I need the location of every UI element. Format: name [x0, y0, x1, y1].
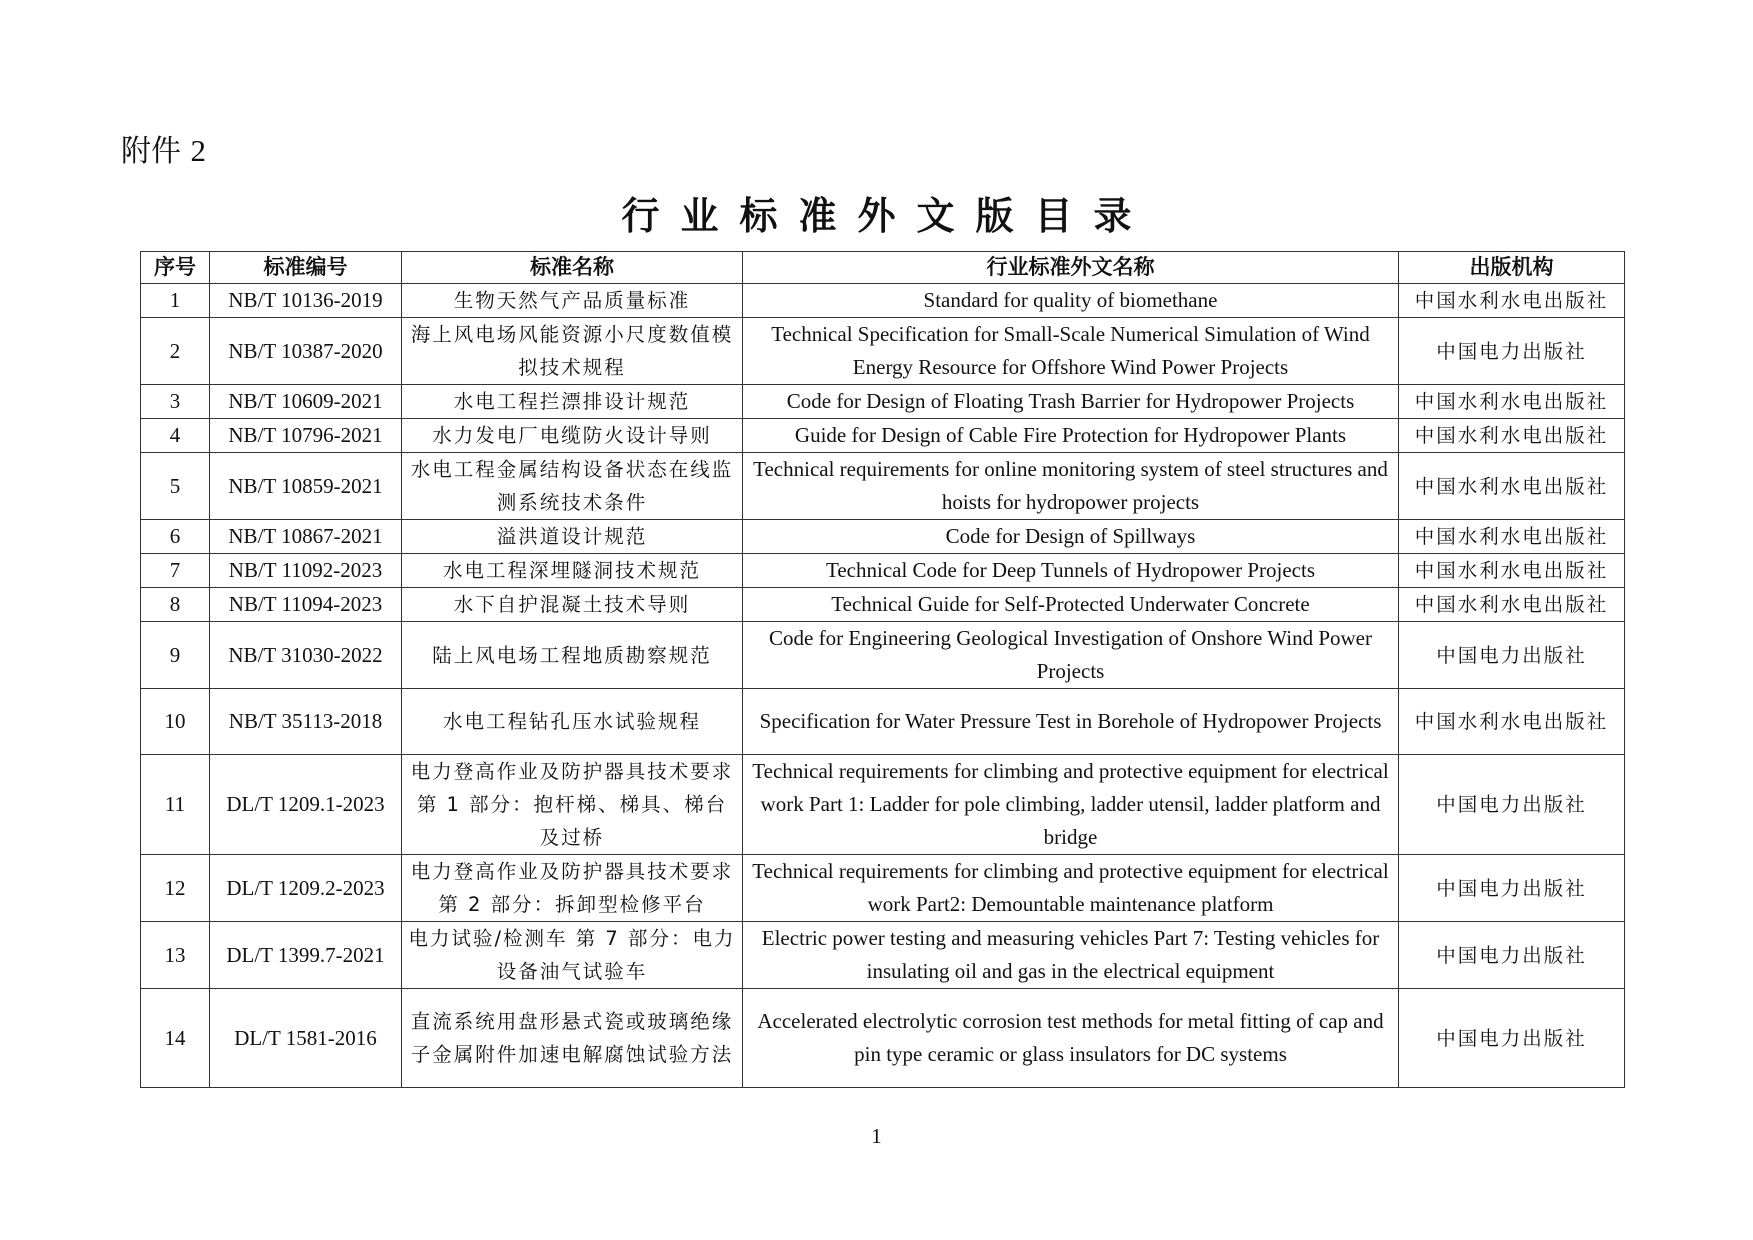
cell-code: NB/T 31030-2022 — [210, 622, 402, 689]
cell-no: 8 — [141, 588, 210, 622]
cell-code: DL/T 1581-2016 — [210, 989, 402, 1088]
standards-catalog-table — [140, 251, 1625, 1088]
attachment-label — [121, 131, 206, 172]
table-row — [141, 520, 1625, 554]
cell-english-name: Specification for Water Pressure Test in Borehole of Hydropower Projects — [743, 689, 1399, 755]
cell-code: NB/T 10609-2021 — [210, 385, 402, 419]
cell-publisher: 中国水利水电出版社 — [1399, 554, 1625, 588]
cell-english-name: Technical requirements for climbing and protective equipment for electrical work Part 1: Ladder for pole climbing, ladder utensil, ladder platform and bridge — [743, 755, 1399, 855]
table-row — [141, 989, 1625, 1088]
table-row — [141, 284, 1625, 318]
column-header-no: 序号 — [141, 252, 210, 284]
cell-no: 2 — [141, 318, 210, 385]
cell-name: 溢洪道设计规范 — [402, 520, 743, 554]
table-row — [141, 419, 1625, 453]
cell-name: 电力登高作业及防护器具技术要求 第 1 部分：抱杆梯、梯具、梯台及过桥 — [402, 755, 743, 855]
attachment-number: 2 — [190, 133, 207, 168]
cell-name: 生物天然气产品质量标准 — [402, 284, 743, 318]
column-header-english-name: 行业标准外文名称 — [743, 252, 1399, 284]
cell-english-name: Code for Engineering Geological Investigation of Onshore Wind Power Projects — [743, 622, 1399, 689]
table-row — [141, 588, 1625, 622]
cell-code: NB/T 10387-2020 — [210, 318, 402, 385]
cell-name: 水电工程金属结构设备状态在线监测系统技术条件 — [402, 453, 743, 520]
cell-publisher: 中国水利水电出版社 — [1399, 385, 1625, 419]
cell-english-name: Accelerated electrolytic corrosion test methods for metal fitting of cap and pin type ceramic or glass insulators for DC systems — [743, 989, 1399, 1088]
cell-code: DL/T 1209.2-2023 — [210, 855, 402, 922]
table-row — [141, 855, 1625, 922]
cell-publisher: 中国电力出版社 — [1399, 755, 1625, 855]
cell-publisher: 中国水利水电出版社 — [1399, 453, 1625, 520]
cell-name: 电力试验/检测车 第 7 部分：电力设备油气试验车 — [402, 922, 743, 989]
cell-code: DL/T 1399.7-2021 — [210, 922, 402, 989]
cell-code: NB/T 11092-2023 — [210, 554, 402, 588]
cell-publisher: 中国水利水电出版社 — [1399, 419, 1625, 453]
cell-publisher: 中国电力出版社 — [1399, 318, 1625, 385]
cell-english-name: Guide for Design of Cable Fire Protection for Hydropower Plants — [743, 419, 1399, 453]
table-header-row — [141, 252, 1625, 284]
cell-code: NB/T 11094-2023 — [210, 588, 402, 622]
cell-english-name: Technical Code for Deep Tunnels of Hydropower Projects — [743, 554, 1399, 588]
cell-name: 水电工程拦漂排设计规范 — [402, 385, 743, 419]
cell-name: 海上风电场风能资源小尺度数值模拟技术规程 — [402, 318, 743, 385]
cell-name: 水电工程钻孔压水试验规程 — [402, 689, 743, 755]
cell-name: 水下自护混凝土技术导则 — [402, 588, 743, 622]
cell-no: 13 — [141, 922, 210, 989]
cell-name: 直流系统用盘形悬式瓷或玻璃绝缘子金属附件加速电解腐蚀试验方法 — [402, 989, 743, 1088]
cell-code: NB/T 10796-2021 — [210, 419, 402, 453]
cell-no: 4 — [141, 419, 210, 453]
cell-no: 12 — [141, 855, 210, 922]
cell-no: 1 — [141, 284, 210, 318]
cell-code: NB/T 10136-2019 — [210, 284, 402, 318]
cell-code: NB/T 10859-2021 — [210, 453, 402, 520]
cell-no: 11 — [141, 755, 210, 855]
document-title: 行业标准外文版目录 — [621, 194, 1153, 238]
cell-no: 10 — [141, 689, 210, 755]
cell-english-name: Electric power testing and measuring vehicles Part 7: Testing vehicles for insulating oil and gas in the electrical equipment — [743, 922, 1399, 989]
page-number: 1 — [871, 1124, 882, 1148]
cell-publisher: 中国水利水电出版社 — [1399, 284, 1625, 318]
table-row — [141, 622, 1625, 689]
cell-english-name: Technical requirements for online monitoring system of steel structures and hoists for hydropower projects — [743, 453, 1399, 520]
table-row — [141, 554, 1625, 588]
cell-publisher: 中国电力出版社 — [1399, 622, 1625, 689]
table-row — [141, 453, 1625, 520]
cell-name: 水力发电厂电缆防火设计导则 — [402, 419, 743, 453]
cell-code: NB/T 35113-2018 — [210, 689, 402, 755]
cell-publisher: 中国水利水电出版社 — [1399, 588, 1625, 622]
table-row — [141, 689, 1625, 755]
cell-name: 水电工程深埋隧洞技术规范 — [402, 554, 743, 588]
table-row — [141, 318, 1625, 385]
cell-english-name: Code for Design of Spillways — [743, 520, 1399, 554]
cell-code: NB/T 10867-2021 — [210, 520, 402, 554]
table-row — [141, 922, 1625, 989]
cell-publisher: 中国水利水电出版社 — [1399, 520, 1625, 554]
column-header-publisher: 出版机构 — [1399, 252, 1625, 284]
cell-english-name: Technical Specification for Small-Scale Numerical Simulation of Wind Energy Resource for Offshore Wind Power Projects — [743, 318, 1399, 385]
column-header-code: 标准编号 — [210, 252, 402, 284]
cell-no: 6 — [141, 520, 210, 554]
cell-no: 3 — [141, 385, 210, 419]
cell-no: 14 — [141, 989, 210, 1088]
cell-english-name: Standard for quality of biomethane — [743, 284, 1399, 318]
table-body — [141, 284, 1625, 1088]
table-row — [141, 755, 1625, 855]
attachment-label-text: 附件 — [121, 134, 181, 169]
cell-publisher: 中国电力出版社 — [1399, 989, 1625, 1088]
column-header-name: 标准名称 — [402, 252, 743, 284]
cell-publisher: 中国电力出版社 — [1399, 922, 1625, 989]
cell-no: 7 — [141, 554, 210, 588]
cell-name: 陆上风电场工程地质勘察规范 — [402, 622, 743, 689]
cell-no: 5 — [141, 453, 210, 520]
cell-english-name: Code for Design of Floating Trash Barrier for Hydropower Projects — [743, 385, 1399, 419]
cell-publisher: 中国水利水电出版社 — [1399, 689, 1625, 755]
table-row — [141, 385, 1625, 419]
cell-no: 9 — [141, 622, 210, 689]
cell-english-name: Technical requirements for climbing and protective equipment for electrical work Part2: Demountable maintenance platform — [743, 855, 1399, 922]
cell-code: DL/T 1209.1-2023 — [210, 755, 402, 855]
cell-english-name: Technical Guide for Self-Protected Underwater Concrete — [743, 588, 1399, 622]
cell-name: 电力登高作业及防护器具技术要求 第 2 部分：拆卸型检修平台 — [402, 855, 743, 922]
cell-publisher: 中国电力出版社 — [1399, 855, 1625, 922]
